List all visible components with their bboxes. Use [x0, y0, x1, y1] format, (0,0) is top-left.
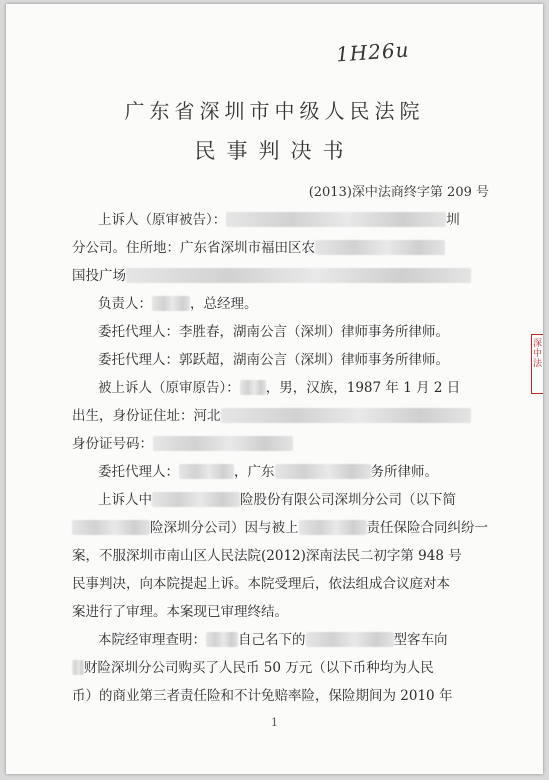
- redaction: [152, 492, 240, 507]
- redaction: [126, 268, 471, 283]
- text-line: 本院经审理查明： 自己名下的 型客车向: [98, 632, 448, 648]
- redaction: [306, 632, 394, 647]
- page-number: 1: [271, 716, 278, 729]
- redaction: [72, 660, 84, 675]
- redaction: [179, 464, 234, 479]
- redaction: [226, 212, 446, 227]
- text-line: 币）的商业第三者责任险和不计免赔率险，保险期间为 2010 年: [72, 688, 453, 704]
- text-line: 险深圳分公司）因与被上 责任保险合同纠纷一: [72, 516, 488, 536]
- text-line: 身份证号码：: [72, 432, 293, 452]
- redaction: [152, 296, 190, 311]
- redaction: [72, 520, 150, 535]
- text-line: 上诉人（原审被告）： 圳: [98, 212, 460, 228]
- redaction: [206, 632, 238, 647]
- text-line: 案进行了审理。本案现已审理终结。: [72, 604, 288, 620]
- redaction: [221, 408, 471, 423]
- text-line: 国投广场: [72, 264, 471, 284]
- text-line: 委托代理人： ，广东 务所律师。: [98, 464, 438, 480]
- text-line: 委托代理人：郭跃超，湖南公言（深圳）律师事务所律师。: [98, 352, 449, 368]
- text-line: 上诉人中 险股份有限公司深圳分公司（以下简: [98, 492, 456, 508]
- text-line: 出生，身份证住址：河北: [72, 404, 471, 424]
- text-line: 财险深圳分公司购买了人民币 50 万元（以下币种均为人民: [72, 656, 434, 676]
- redaction: [315, 240, 445, 255]
- redaction: [240, 380, 266, 395]
- text-line: 案，不服深圳市南山区人民法院(2012)深南法民二初字第 948 号: [72, 548, 462, 564]
- redaction: [153, 436, 293, 451]
- document-type-title: 民事判决书: [194, 139, 355, 163]
- document-page: [6, 4, 543, 774]
- text-line: 分公司。住所地：广东省深圳市福田区农: [72, 236, 445, 256]
- text-line: 民事判决，向本院提起上诉。本院受理后，依法组成合议庭对本: [72, 576, 450, 592]
- court-name: 广东省深圳市中级人民法院: [124, 99, 425, 123]
- text-line: 委托代理人：李胜春，湖南公言（深圳）律师事务所律师。: [98, 324, 449, 340]
- redaction: [275, 464, 371, 479]
- case-number: (2013)深中法商终字第 209 号: [308, 185, 489, 200]
- text-line: 负责人： ，总经理。: [98, 296, 258, 312]
- redaction: [299, 520, 367, 535]
- red-seal-stamp: 深中法: [531, 334, 543, 394]
- handwritten-note: 1H26u: [335, 37, 411, 67]
- text-line: 被上诉人（原审原告）： ，男，汉族，1987 年 1 月 2 日: [98, 380, 461, 396]
